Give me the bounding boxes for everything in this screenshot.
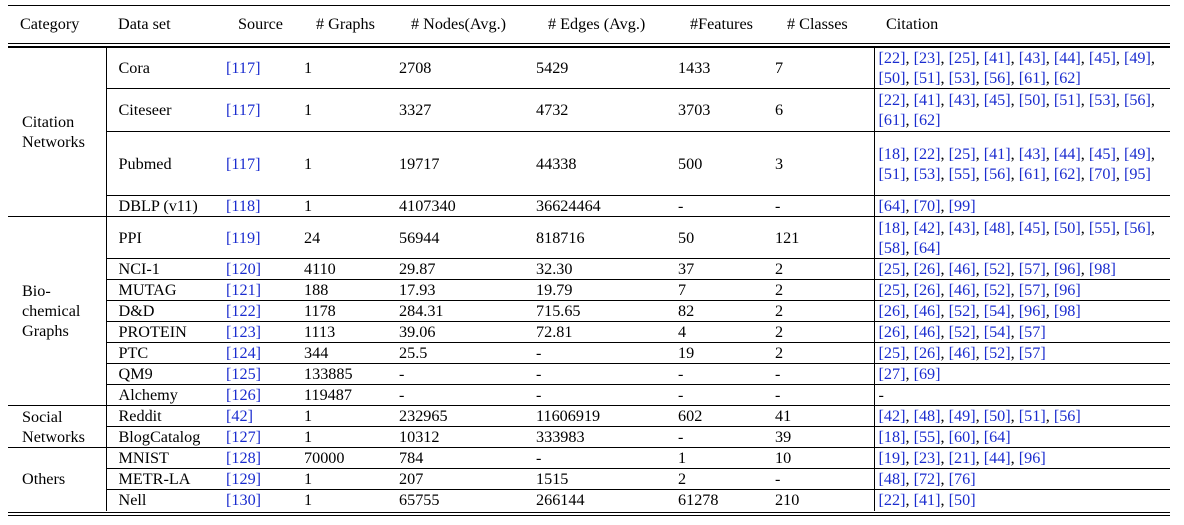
citation-link[interactable]: [48] (913, 407, 941, 425)
citation-list: [27], [69] (874, 364, 1170, 385)
nodes-avg: 29.87 (399, 259, 536, 280)
features-count: 500 (678, 132, 775, 196)
features-count: 82 (678, 301, 775, 322)
citation-link[interactable]: [25] (878, 344, 906, 362)
features-count: 50 (678, 217, 775, 259)
dataset-name: PPI (106, 217, 226, 259)
header-citation: Citation (886, 15, 939, 33)
edges-avg: 72.81 (536, 322, 678, 343)
dataset-name: MNIST (106, 448, 226, 469)
features-count: 61278 (678, 490, 775, 511)
citation-list: [22], [41], [43], [45], [50], [51], [53], [56], [61], [62] (874, 89, 1170, 132)
citation-link[interactable]: [56] (983, 69, 1011, 87)
citation-link[interactable]: [52] (983, 344, 1011, 362)
table-row (8, 469, 1170, 490)
edges-avg: 715.65 (536, 301, 678, 322)
citation-link[interactable]: [26] (878, 323, 906, 341)
citation-link[interactable]: [49] (1123, 49, 1151, 67)
citation-list: [42], [48], [49], [50], [51], [56] (874, 406, 1170, 427)
citation-link[interactable]: [99] (948, 197, 976, 215)
citation-link[interactable]: [18] (878, 144, 906, 163)
citation-list: [26], [46], [52], [54], [96], [98] (874, 301, 1170, 322)
features-count: - (678, 385, 775, 406)
header-nodes: # Nodes(Avg.) (411, 15, 507, 33)
edges-avg: 333983 (536, 427, 678, 448)
dataset-name: DBLP (v11) (106, 196, 226, 217)
citation-link[interactable]: [98] (1053, 302, 1081, 320)
source-ref[interactable]: [129] (226, 469, 304, 490)
graphs-count: 133885 (304, 364, 399, 385)
features-count: 4 (678, 322, 775, 343)
citation-link[interactable]: [62] (913, 111, 941, 129)
category-cell: Citation Networks (8, 48, 106, 217)
dataset-name: METR-LA (106, 469, 226, 490)
classes-count: 6 (775, 89, 874, 132)
table-row (8, 132, 1170, 196)
dataset-name: D&D (106, 301, 226, 322)
citation-link[interactable]: [64] (983, 428, 1011, 446)
dataset-name: NCI-1 (106, 259, 226, 280)
citation-link[interactable]: [70] (913, 197, 941, 215)
classes-count: 2 (775, 301, 874, 322)
table-row (8, 448, 1170, 469)
table-row (8, 259, 1170, 280)
graphs-count: 24 (304, 217, 399, 259)
citation-list: [22], [23], [25], [41], [43], [44], [45], [49], [50], [51], [53], [56], [61], [62] (874, 48, 1170, 89)
nodes-avg: 207 (399, 469, 536, 490)
table-row (8, 301, 1170, 322)
citation-link[interactable]: [51] (1018, 407, 1046, 425)
dataset-name: PROTEIN (106, 322, 226, 343)
graphs-count: 1 (304, 48, 399, 89)
citation-link[interactable]: [60] (948, 428, 976, 446)
citation-link[interactable]: [25] (878, 281, 906, 299)
citation-link[interactable]: [22] (878, 91, 906, 109)
edges-avg: 44338 (536, 132, 678, 196)
citation-link[interactable]: [50] (1018, 91, 1046, 109)
citation-link[interactable]: [44] (1053, 144, 1081, 163)
citation-list: [26], [46], [52], [54], [57] (874, 322, 1170, 343)
dataset-name: Citeseer (106, 89, 226, 132)
table-row (8, 385, 1170, 406)
classes-count: 7 (775, 48, 874, 89)
citation-list: [25], [26], [46], [52], [57] (874, 343, 1170, 364)
nodes-avg: 25.5 (399, 343, 536, 364)
edges-avg: 818716 (536, 217, 678, 259)
dataset-name: Nell (106, 490, 226, 511)
citation-link[interactable]: [43] (948, 91, 976, 109)
citation-link[interactable]: [48] (878, 470, 906, 488)
nodes-avg: 784 (399, 448, 536, 469)
classes-count: 3 (775, 132, 874, 196)
citation-link[interactable]: [70] (1088, 164, 1116, 183)
graphs-count: 1113 (304, 322, 399, 343)
table-row (8, 280, 1170, 301)
table-body (8, 48, 1170, 511)
source-ref[interactable]: [130] (226, 490, 304, 511)
citation-link[interactable]: [23] (913, 449, 941, 467)
edges-avg: 5429 (536, 48, 678, 89)
nodes-avg: 10312 (399, 427, 536, 448)
citation-link[interactable]: [50] (878, 69, 906, 87)
edges-avg: 36624464 (536, 196, 678, 217)
source-ref[interactable]: [117] (226, 48, 304, 89)
citation-link[interactable]: [25] (878, 260, 906, 278)
nodes-avg: - (399, 364, 536, 385)
top-rule (8, 5, 1170, 6)
citation-link[interactable]: [58] (878, 238, 906, 257)
nodes-avg: 65755 (399, 490, 536, 511)
citation-link[interactable]: [62] (1053, 69, 1081, 87)
edges-avg: 11606919 (536, 406, 678, 427)
features-count: 1433 (678, 48, 775, 89)
features-count: - (678, 196, 775, 217)
classes-count: - (775, 469, 874, 490)
classes-count: - (775, 385, 874, 406)
graphs-count: 1 (304, 89, 399, 132)
source-ref[interactable]: [126] (226, 385, 304, 406)
citation-link[interactable]: [27] (878, 365, 906, 383)
nodes-avg: 39.06 (399, 322, 536, 343)
edges-avg: - (536, 343, 678, 364)
edges-avg: 32.30 (536, 259, 678, 280)
citation-link[interactable]: [76] (948, 470, 976, 488)
header-category: Category (20, 15, 80, 33)
citation-link[interactable]: [45] (983, 91, 1011, 109)
classes-count: 2 (775, 259, 874, 280)
graphs-count: 1 (304, 427, 399, 448)
nodes-avg: - (399, 385, 536, 406)
edges-avg: 4732 (536, 89, 678, 132)
citation-link[interactable]: [72] (913, 470, 941, 488)
citation-list: [22], [41], [50] (874, 490, 1170, 511)
citation-list: [25], [26], [46], [52], [57], [96] (874, 280, 1170, 301)
citation-list: [18], [42], [43], [48], [45], [50], [55], [56], [58], [64] (874, 217, 1170, 259)
dataset-name: BlogCatalog (106, 427, 226, 448)
citation-link[interactable]: [26] (913, 281, 941, 299)
graphs-count: 188 (304, 280, 399, 301)
dataset-name: QM9 (106, 364, 226, 385)
citation-link[interactable]: [19] (878, 449, 906, 467)
citation-link[interactable]: [45] (1088, 144, 1116, 163)
bottom-rule-lower (8, 515, 1170, 516)
citation-list: [19], [23], [21], [44], [96] (874, 448, 1170, 469)
citation-list: [25], [26], [46], [52], [57], [96], [98] (874, 259, 1170, 280)
citation-link[interactable]: [56] (1053, 407, 1081, 425)
edges-avg: 266144 (536, 490, 678, 511)
citation-link[interactable]: [64] (878, 197, 906, 215)
citation-link[interactable]: [49] (948, 407, 976, 425)
features-count: 602 (678, 406, 775, 427)
nodes-avg: 17.93 (399, 280, 536, 301)
citation-link[interactable]: [26] (913, 260, 941, 278)
features-count: - (678, 427, 775, 448)
citation-link[interactable]: [46] (948, 260, 976, 278)
source-ref[interactable]: [120] (226, 259, 304, 280)
citation-list: [48], [72], [76] (874, 469, 1170, 490)
citation-link[interactable]: [62] (1053, 164, 1081, 183)
classes-count: 210 (775, 490, 874, 511)
citation-link[interactable]: [52] (983, 260, 1011, 278)
citation-link[interactable]: [52] (983, 281, 1011, 299)
source-ref[interactable]: [123] (226, 322, 304, 343)
graphs-count: 344 (304, 343, 399, 364)
citation-link[interactable]: [96] (1018, 449, 1046, 467)
classes-count: 2 (775, 322, 874, 343)
features-count: 19 (678, 343, 775, 364)
table-row (8, 364, 1170, 385)
table-row (8, 217, 1170, 259)
citation-link[interactable]: [23] (913, 49, 941, 67)
citation-link[interactable]: [53] (1088, 91, 1116, 109)
citation-list: [18], [22], [25], [41], [43], [44], [45], [49], [51], [53], [55], [56], [61], [62], [70], [95] (874, 132, 1170, 196)
citation-link[interactable]: [57] (1018, 323, 1046, 341)
citation-link[interactable]: [55] (948, 164, 976, 183)
citation-link[interactable]: [51] (913, 69, 941, 87)
graphs-count: 1 (304, 490, 399, 511)
citation-link[interactable]: [22] (878, 491, 906, 510)
table-row (8, 89, 1170, 132)
dataset-name: Pubmed (106, 132, 226, 196)
citation-link[interactable]: [50] (983, 407, 1011, 425)
citation-link[interactable]: [51] (1053, 91, 1081, 109)
citation-link[interactable]: [53] (913, 164, 941, 183)
classes-count: 2 (775, 343, 874, 364)
nodes-avg: 2708 (399, 48, 536, 89)
citation-link[interactable]: [95] (1123, 164, 1151, 183)
citation-link[interactable]: [64] (913, 238, 941, 257)
graphs-count: 1 (304, 469, 399, 490)
citation-link[interactable]: [52] (948, 323, 976, 341)
graphs-count: 1178 (304, 301, 399, 322)
graphs-count: 1 (304, 132, 399, 196)
citation-link[interactable]: [25] (948, 49, 976, 67)
citation-link[interactable]: [42] (913, 218, 941, 237)
citation-link[interactable]: [22] (913, 144, 941, 163)
citation-link[interactable]: [46] (948, 281, 976, 299)
source-ref[interactable]: [117] (226, 89, 304, 132)
citation-link[interactable]: [61] (1018, 164, 1046, 183)
citation-link[interactable]: [53] (948, 69, 976, 87)
citation-list: [18], [55], [60], [64] (874, 427, 1170, 448)
table-row (8, 490, 1170, 511)
citation-link[interactable]: [43] (1018, 144, 1046, 163)
citation-link[interactable]: [46] (948, 344, 976, 362)
dataset-name: Cora (106, 48, 226, 89)
source-ref[interactable]: [127] (226, 427, 304, 448)
citation-link[interactable]: [21] (948, 449, 976, 467)
header-features: #Features (690, 15, 753, 33)
nodes-avg: 232965 (399, 406, 536, 427)
table-row (8, 48, 1170, 89)
source-ref[interactable]: [125] (226, 364, 304, 385)
graphs-count: 4110 (304, 259, 399, 280)
citation-link[interactable]: [45] (1018, 218, 1046, 237)
nodes-avg: 56944 (399, 217, 536, 259)
citation-link[interactable]: [41] (913, 91, 941, 109)
features-count: - (678, 364, 775, 385)
graphs-count: 1 (304, 406, 399, 427)
citation-list: [64], [70], [99] (874, 196, 1170, 217)
dataset-name: PTC (106, 343, 226, 364)
citation-link[interactable]: [57] (1018, 260, 1046, 278)
citation-link[interactable]: [56] (983, 164, 1011, 183)
edges-avg: - (536, 364, 678, 385)
citation-link[interactable]: [44] (983, 449, 1011, 467)
citation-link[interactable]: [48] (983, 218, 1011, 237)
citation-link[interactable]: [61] (1018, 69, 1046, 87)
header-edges: # Edges (Avg.) (548, 15, 646, 33)
source-ref[interactable]: [42] (226, 406, 304, 427)
citation-link[interactable]: [44] (1053, 49, 1081, 67)
nodes-avg: 284.31 (399, 301, 536, 322)
citation-link[interactable]: [43] (948, 218, 976, 237)
edges-avg: - (536, 448, 678, 469)
dataset-name: Reddit (106, 406, 226, 427)
citation-link[interactable]: [56] (1123, 218, 1151, 237)
classes-count: 39 (775, 427, 874, 448)
classes-count: 10 (775, 448, 874, 469)
features-count: 3703 (678, 89, 775, 132)
citation-link[interactable]: [42] (878, 407, 906, 425)
citation-link[interactable]: [54] (983, 302, 1011, 320)
citation-link[interactable]: [50] (1053, 218, 1081, 237)
citation-link[interactable]: [61] (878, 111, 906, 129)
header-source: Source (238, 15, 283, 33)
source-ref[interactable]: [118] (226, 196, 304, 217)
citation-link[interactable]: [49] (1123, 144, 1151, 163)
table-row (8, 322, 1170, 343)
classes-count: 121 (775, 217, 874, 259)
citation-link[interactable]: [26] (878, 302, 906, 320)
graphs-count: 1 (304, 196, 399, 217)
category-cell: Bio-chemical Graphs (8, 217, 106, 406)
citation-link[interactable]: [41] (983, 144, 1011, 163)
category-cell: Social Networks (8, 406, 106, 448)
citation-link[interactable]: [54] (983, 323, 1011, 341)
citation-link[interactable]: [96] (1053, 260, 1081, 278)
header-dataset: Data set (118, 15, 171, 33)
source-ref[interactable]: [124] (226, 343, 304, 364)
features-count: 1 (678, 448, 775, 469)
citation-link[interactable]: [57] (1018, 344, 1046, 362)
classes-count: 2 (775, 280, 874, 301)
nodes-avg: 4107340 (399, 196, 536, 217)
citation-link[interactable]: [51] (878, 164, 906, 183)
edges-avg: 19.79 (536, 280, 678, 301)
header-row (8, 8, 1170, 48)
nodes-avg: 3327 (399, 89, 536, 132)
citation-link[interactable]: [25] (948, 144, 976, 163)
citation-link[interactable]: [46] (913, 302, 941, 320)
citation-link[interactable]: [41] (983, 49, 1011, 67)
dataset-name: MUTAG (106, 280, 226, 301)
citation-empty: - (878, 386, 884, 404)
classes-count: - (775, 196, 874, 217)
citation-list (874, 385, 1170, 406)
citation-link[interactable]: [55] (913, 428, 941, 446)
citation-link[interactable]: [69] (913, 365, 941, 383)
citation-link[interactable]: [96] (1053, 281, 1081, 299)
table-row (8, 343, 1170, 364)
dataset-name: Alchemy (106, 385, 226, 406)
citation-link[interactable]: [22] (878, 49, 906, 67)
graphs-count: 70000 (304, 448, 399, 469)
features-count: 37 (678, 259, 775, 280)
citation-link[interactable]: [43] (1018, 49, 1046, 67)
header-classes: # Classes (787, 15, 848, 33)
classes-count: 41 (775, 406, 874, 427)
category-cell: Others (8, 448, 106, 511)
source-ref[interactable]: [122] (226, 301, 304, 322)
citation-link[interactable]: [57] (1018, 281, 1046, 299)
features-count: 7 (678, 280, 775, 301)
edges-avg: - (536, 385, 678, 406)
citation-link[interactable]: [46] (913, 323, 941, 341)
citation-link[interactable]: [45] (1088, 49, 1116, 67)
citation-link[interactable]: [41] (913, 491, 941, 510)
datasets-table (8, 8, 1170, 511)
edges-avg: 1515 (536, 469, 678, 490)
table-row (8, 406, 1170, 427)
classes-count: - (775, 364, 874, 385)
source-ref[interactable]: [121] (226, 280, 304, 301)
citation-link[interactable]: [18] (878, 218, 906, 237)
source-ref[interactable]: [119] (226, 217, 304, 259)
header-graphs: # Graphs (316, 15, 375, 33)
citation-link[interactable]: [52] (948, 302, 976, 320)
features-count: 2 (678, 469, 775, 490)
nodes-avg: 19717 (399, 132, 536, 196)
table-row (8, 196, 1170, 217)
citation-link[interactable]: [56] (1123, 91, 1151, 109)
graphs-count: 119487 (304, 385, 399, 406)
citation-link[interactable]: [50] (948, 491, 976, 510)
citation-link[interactable]: [96] (1018, 302, 1046, 320)
citation-link[interactable]: [18] (878, 428, 906, 446)
citation-link[interactable]: [26] (913, 344, 941, 362)
bottom-rule-upper (8, 512, 1170, 513)
citation-link[interactable]: [98] (1088, 260, 1116, 278)
citation-link[interactable]: [55] (1088, 218, 1116, 237)
source-ref[interactable]: [128] (226, 448, 304, 469)
table-row (8, 427, 1170, 448)
source-ref[interactable]: [117] (226, 132, 304, 196)
